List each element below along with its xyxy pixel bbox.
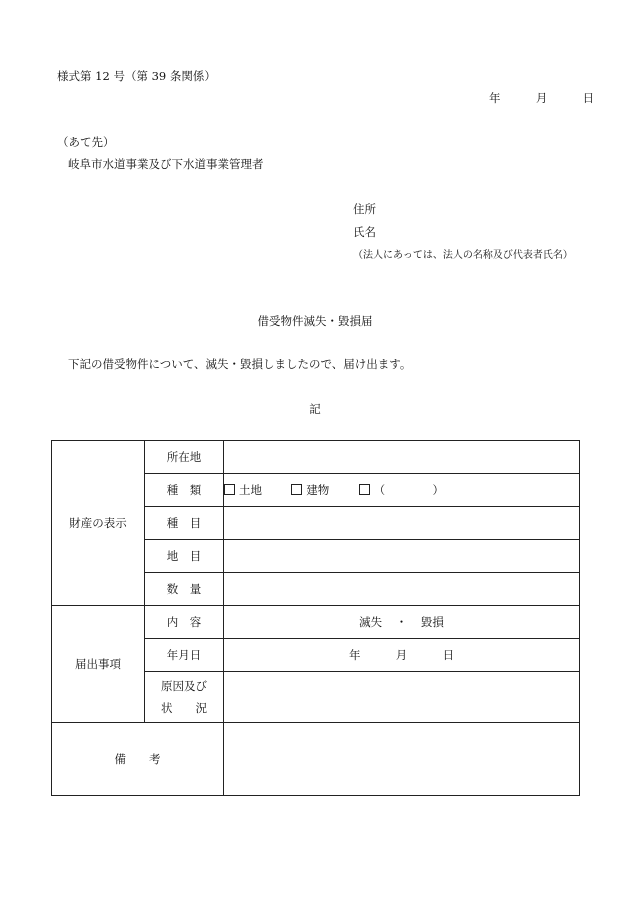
other-open-paren: （ [373, 483, 386, 497]
submission-date [489, 90, 594, 106]
notification-section-label: 届出事項 [52, 606, 145, 723]
type-options [224, 474, 580, 507]
date-field[interactable] [224, 639, 580, 672]
ki-heading: 記 [309, 402, 321, 416]
cause-label-line-1: 原因及び [161, 679, 207, 693]
cause-field[interactable] [224, 672, 580, 723]
date-month: 月 [535, 91, 548, 105]
quantity-field[interactable] [224, 573, 580, 606]
cause-label [145, 672, 224, 723]
property-section-label: 財産の表示 [52, 441, 145, 606]
content-option-loss: 滅失 [359, 615, 383, 629]
land-category-label: 地 目 [145, 540, 224, 573]
building-checkbox[interactable] [291, 484, 302, 495]
remarks-field[interactable] [224, 723, 580, 796]
content-option-damage: 毀損 [420, 615, 444, 629]
content-label: 内 容 [145, 606, 224, 639]
land-category-field[interactable] [224, 540, 580, 573]
date-label: 年月日 [145, 639, 224, 672]
land-checkbox[interactable] [224, 484, 235, 495]
form-number: 様式第 12 号（第 39 条関係） [57, 69, 216, 83]
remarks-label: 備 考 [52, 723, 224, 796]
other-checkbox[interactable] [359, 484, 370, 495]
location-label: 所在地 [145, 441, 224, 474]
quantity-label: 数 量 [145, 573, 224, 606]
content-field[interactable] [224, 606, 580, 639]
building-option-label: 建物 [306, 483, 330, 497]
corporate-note: （法人にあっては、法人の名称及び代表者氏名） [353, 250, 573, 261]
location-field[interactable] [224, 441, 580, 474]
date-day: 日 [582, 91, 595, 105]
property-table [51, 440, 580, 796]
addressee-name: 岐阜市水道事業及び下水道事業管理者 [68, 157, 264, 171]
content-separator: ・ [395, 615, 408, 629]
cause-label-line-2: 状 況 [161, 701, 207, 715]
address-label: 住所 [353, 202, 376, 216]
type-label: 種 類 [145, 474, 224, 507]
category-label: 種 目 [145, 507, 224, 540]
table-date-year: 年 [348, 648, 361, 662]
document-title: 借受物件滅失・毀損届 [257, 314, 373, 328]
name-label: 氏名 [353, 225, 376, 239]
body-text: 下記の借受物件について、滅失・毀損しましたので、届け出ます。 [68, 357, 412, 371]
table-date-month: 月 [395, 648, 408, 662]
category-field[interactable] [224, 507, 580, 540]
date-year: 年 [489, 91, 501, 105]
addressee-label: （あて先） [57, 135, 115, 149]
table-date-day: 日 [442, 648, 455, 662]
land-option-label: 土地 [239, 483, 262, 497]
other-close-paren: ） [432, 483, 444, 497]
